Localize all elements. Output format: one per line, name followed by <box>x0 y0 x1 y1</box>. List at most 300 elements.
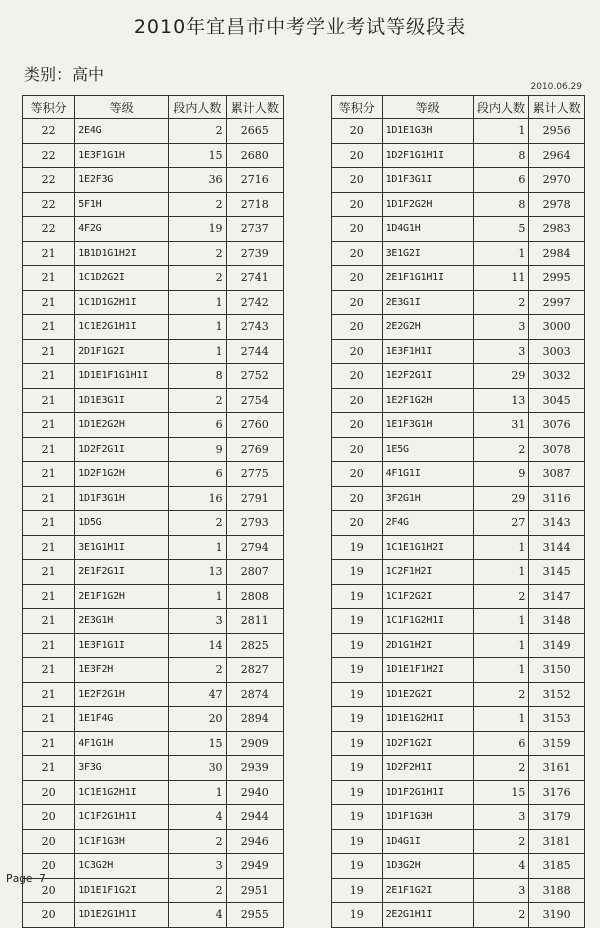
segment-count-cell: 2 <box>473 756 529 781</box>
table-row <box>23 756 284 781</box>
grade-cell: 1D2F2H1I <box>382 756 473 781</box>
score-cell: 19 <box>332 878 383 903</box>
grade-cell: 2D1G1H2I <box>382 633 473 658</box>
cumulative-count-cell: 3144 <box>529 535 585 560</box>
segment-count-cell: 1 <box>473 609 529 634</box>
grade-cell: 1E1F3G1H <box>382 413 473 438</box>
grade-cell: 1D2F2G1I <box>75 437 169 462</box>
table-row <box>23 584 284 609</box>
segment-count-cell: 9 <box>473 462 529 487</box>
table-row <box>332 217 585 242</box>
score-cell: 22 <box>23 119 75 144</box>
score-cell: 21 <box>23 511 75 536</box>
segment-count-cell: 1 <box>169 584 226 609</box>
score-cell: 19 <box>332 780 383 805</box>
grade-cell: 2E2G2H <box>382 315 473 340</box>
cumulative-count-cell: 2939 <box>226 756 283 781</box>
grade-cell: 1D1F3G1H <box>75 486 169 511</box>
cumulative-count-cell: 2794 <box>226 535 283 560</box>
segment-count-cell: 19 <box>169 217 226 242</box>
table-header-row <box>23 96 284 119</box>
cumulative-count-cell: 3145 <box>529 560 585 585</box>
cumulative-count-cell: 3153 <box>529 707 585 732</box>
score-cell: 20 <box>332 168 383 193</box>
cumulative-count-cell: 2743 <box>226 315 283 340</box>
cumulative-count-cell: 2944 <box>226 805 283 830</box>
header-segment-count: 段内人数 <box>169 96 226 119</box>
table-row <box>23 339 284 364</box>
segment-count-cell: 13 <box>473 388 529 413</box>
cumulative-count-cell: 3179 <box>529 805 585 830</box>
segment-count-cell: 2 <box>473 584 529 609</box>
score-cell: 21 <box>23 437 75 462</box>
table-row <box>23 462 284 487</box>
table-row <box>23 266 284 291</box>
segment-count-cell: 2 <box>169 511 226 536</box>
grade-cell: 1D5G <box>75 511 169 536</box>
grade-cell: 2E1F2G1I <box>75 560 169 585</box>
score-cell: 20 <box>332 315 383 340</box>
segment-count-cell: 30 <box>169 756 226 781</box>
cumulative-count-cell: 3032 <box>529 364 585 389</box>
segment-count-cell: 1 <box>169 315 226 340</box>
score-cell: 20 <box>23 780 75 805</box>
segment-count-cell: 4 <box>169 903 226 928</box>
cumulative-count-cell: 2741 <box>226 266 283 291</box>
cumulative-count-cell: 2760 <box>226 413 283 438</box>
table-row <box>332 437 585 462</box>
segment-count-cell: 29 <box>473 364 529 389</box>
grade-cell: 1D1E1F1G2I <box>75 878 169 903</box>
segment-count-cell: 8 <box>169 364 226 389</box>
cumulative-count-cell: 2793 <box>226 511 283 536</box>
table-row <box>23 878 284 903</box>
grade-table-left <box>22 95 284 928</box>
segment-count-cell: 3 <box>473 315 529 340</box>
cumulative-count-cell: 3116 <box>529 486 585 511</box>
header-grade: 等级 <box>75 96 169 119</box>
grade-cell: 3F3G <box>75 756 169 781</box>
segment-count-cell: 1 <box>473 633 529 658</box>
table-row <box>23 780 284 805</box>
cumulative-count-cell: 3078 <box>529 437 585 462</box>
score-cell: 20 <box>332 266 383 291</box>
segment-count-cell: 20 <box>169 707 226 732</box>
table-row <box>23 388 284 413</box>
table-row <box>332 633 585 658</box>
document-date: 2010.06.29 <box>530 82 582 92</box>
cumulative-count-cell: 2754 <box>226 388 283 413</box>
cumulative-count-cell: 3000 <box>529 315 585 340</box>
cumulative-count-cell: 3149 <box>529 633 585 658</box>
table-row <box>332 413 585 438</box>
table-row <box>332 486 585 511</box>
table-row <box>332 731 585 756</box>
score-cell: 21 <box>23 560 75 585</box>
table-row <box>23 290 284 315</box>
segment-count-cell: 1 <box>473 658 529 683</box>
grade-cell: 2E1F1G2I <box>382 878 473 903</box>
cumulative-count-cell: 2949 <box>226 854 283 879</box>
table-row <box>332 658 585 683</box>
segment-count-cell: 1 <box>169 780 226 805</box>
cumulative-count-cell: 3161 <box>529 756 585 781</box>
cumulative-count-cell: 2874 <box>226 682 283 707</box>
header-cumulative-count: 累计人数 <box>226 96 283 119</box>
table-row <box>332 462 585 487</box>
grade-cell: 1D1E1F1H2I <box>382 658 473 683</box>
table-row <box>332 609 585 634</box>
segment-count-cell: 3 <box>169 854 226 879</box>
cumulative-count-cell: 2718 <box>226 192 283 217</box>
score-cell: 21 <box>23 388 75 413</box>
segment-count-cell: 2 <box>473 829 529 854</box>
cumulative-count-cell: 2680 <box>226 143 283 168</box>
segment-count-cell: 9 <box>169 437 226 462</box>
table-row <box>332 805 585 830</box>
segment-count-cell: 2 <box>473 437 529 462</box>
score-cell: 21 <box>23 658 75 683</box>
segment-count-cell: 2 <box>169 829 226 854</box>
segment-count-cell: 1 <box>169 339 226 364</box>
table-row <box>332 682 585 707</box>
segment-count-cell: 8 <box>473 143 529 168</box>
cumulative-count-cell: 2791 <box>226 486 283 511</box>
segment-count-cell: 15 <box>169 143 226 168</box>
grade-cell: 5F1H <box>75 192 169 217</box>
segment-count-cell: 47 <box>169 682 226 707</box>
segment-count-cell: 3 <box>473 878 529 903</box>
cumulative-count-cell: 3181 <box>529 829 585 854</box>
cumulative-count-cell: 3159 <box>529 731 585 756</box>
segment-count-cell: 6 <box>473 731 529 756</box>
segment-count-cell: 2 <box>169 119 226 144</box>
score-cell: 19 <box>332 682 383 707</box>
header-segment-count: 段内人数 <box>473 96 529 119</box>
table-row <box>332 878 585 903</box>
score-cell: 19 <box>332 731 383 756</box>
score-cell: 19 <box>332 805 383 830</box>
table-row <box>332 780 585 805</box>
grade-cell: 2E1F1G2H <box>75 584 169 609</box>
table-row <box>23 143 284 168</box>
grade-cell: 1C1F1G3H <box>75 829 169 854</box>
score-cell: 20 <box>332 339 383 364</box>
grade-cell: 1D3G2H <box>382 854 473 879</box>
grade-cell: 1D1E1G3H <box>382 119 473 144</box>
grade-cell: 1E5G <box>382 437 473 462</box>
score-cell: 19 <box>332 560 383 585</box>
score-cell: 20 <box>332 364 383 389</box>
segment-count-cell: 1 <box>473 535 529 560</box>
table-row <box>23 364 284 389</box>
segment-count-cell: 3 <box>473 339 529 364</box>
grade-cell: 1E2F1G2H <box>382 388 473 413</box>
table-row <box>23 805 284 830</box>
table-row <box>23 437 284 462</box>
segment-count-cell: 16 <box>169 486 226 511</box>
grade-cell: 2E4G <box>75 119 169 144</box>
segment-count-cell: 1 <box>169 290 226 315</box>
score-cell: 20 <box>332 119 383 144</box>
score-cell: 21 <box>23 609 75 634</box>
segment-count-cell: 2 <box>169 388 226 413</box>
score-cell: 21 <box>23 315 75 340</box>
score-cell: 21 <box>23 756 75 781</box>
grade-cell: 1E2F2G1I <box>382 364 473 389</box>
cumulative-count-cell: 2970 <box>529 168 585 193</box>
score-cell: 21 <box>23 535 75 560</box>
table-row <box>332 339 585 364</box>
cumulative-count-cell: 2978 <box>529 192 585 217</box>
score-cell: 19 <box>332 609 383 634</box>
grade-cell: 1E3F1G1I <box>75 633 169 658</box>
grade-cell: 2E3G1I <box>382 290 473 315</box>
table-row <box>332 192 585 217</box>
table-row <box>23 168 284 193</box>
score-cell: 19 <box>332 854 383 879</box>
score-cell: 22 <box>23 192 75 217</box>
cumulative-count-cell: 2769 <box>226 437 283 462</box>
table-row <box>23 633 284 658</box>
cumulative-count-cell: 2716 <box>226 168 283 193</box>
score-cell: 20 <box>332 192 383 217</box>
table-row <box>23 413 284 438</box>
score-cell: 20 <box>332 241 383 266</box>
cumulative-count-cell: 3143 <box>529 511 585 536</box>
table-row <box>23 486 284 511</box>
grade-cell: 4F1G1I <box>382 462 473 487</box>
table-row <box>332 829 585 854</box>
grade-cell: 1D2F1G2H <box>75 462 169 487</box>
segment-count-cell: 15 <box>473 780 529 805</box>
document-title: 2010年宜昌市中考学业考试等级段表 <box>133 16 467 38</box>
table-row <box>23 903 284 928</box>
cumulative-count-cell: 2739 <box>226 241 283 266</box>
grade-cell: 1E3F2H <box>75 658 169 683</box>
grade-cell: 1D1E2G1H1I <box>75 903 169 928</box>
grade-cell: 1D1E3G1I <box>75 388 169 413</box>
segment-count-cell: 1 <box>473 560 529 585</box>
grade-cell: 1D1F2G1H1I <box>382 780 473 805</box>
score-cell: 20 <box>332 217 383 242</box>
grade-cell: 1C1F1G2H1I <box>382 609 473 634</box>
grade-cell: 1D2F1G1H1I <box>382 143 473 168</box>
score-cell: 22 <box>23 143 75 168</box>
cumulative-count-cell: 2894 <box>226 707 283 732</box>
grade-cell: 1C1D2G2I <box>75 266 169 291</box>
score-cell: 21 <box>23 584 75 609</box>
table-row <box>23 241 284 266</box>
table-row <box>23 119 284 144</box>
cumulative-count-cell: 2956 <box>529 119 585 144</box>
grade-cell: 2D1F1G2I <box>75 339 169 364</box>
segment-count-cell: 2 <box>169 192 226 217</box>
segment-count-cell: 15 <box>169 731 226 756</box>
cumulative-count-cell: 3152 <box>529 682 585 707</box>
score-cell: 20 <box>332 437 383 462</box>
cumulative-count-cell: 2665 <box>226 119 283 144</box>
table-body-left <box>23 119 284 928</box>
cumulative-count-cell: 3076 <box>529 413 585 438</box>
segment-count-cell: 2 <box>169 241 226 266</box>
grade-table-right <box>331 95 585 928</box>
segment-count-cell: 31 <box>473 413 529 438</box>
cumulative-count-cell: 2997 <box>529 290 585 315</box>
score-cell: 21 <box>23 364 75 389</box>
table-row <box>332 168 585 193</box>
score-cell: 21 <box>23 462 75 487</box>
cumulative-count-cell: 2808 <box>226 584 283 609</box>
table-body-right <box>332 119 585 928</box>
grade-cell: 3E1G2I <box>382 241 473 266</box>
cumulative-count-cell: 2909 <box>226 731 283 756</box>
segment-count-cell: 3 <box>169 609 226 634</box>
cumulative-count-cell: 3003 <box>529 339 585 364</box>
segment-count-cell: 14 <box>169 633 226 658</box>
score-cell: 20 <box>332 143 383 168</box>
segment-count-cell: 8 <box>473 192 529 217</box>
grade-cell: 1C1E1G2H1I <box>75 780 169 805</box>
score-cell: 19 <box>332 829 383 854</box>
segment-count-cell: 36 <box>169 168 226 193</box>
table-row <box>23 535 284 560</box>
segment-count-cell: 4 <box>169 805 226 830</box>
cumulative-count-cell: 2742 <box>226 290 283 315</box>
table-row <box>332 388 585 413</box>
table-row <box>23 560 284 585</box>
score-cell: 20 <box>23 829 75 854</box>
table-row <box>332 756 585 781</box>
score-cell: 22 <box>23 168 75 193</box>
cumulative-count-cell: 3150 <box>529 658 585 683</box>
table-row <box>332 143 585 168</box>
segment-count-cell: 11 <box>473 266 529 291</box>
grade-cell: 1C1E2G1H1I <box>75 315 169 340</box>
category-label: 类别：高中 <box>24 65 105 84</box>
cumulative-count-cell: 2983 <box>529 217 585 242</box>
grade-cell: 1D1F3G1I <box>382 168 473 193</box>
grade-cell: 1C1E1G1H2I <box>382 535 473 560</box>
grade-cell: 1D1E2G2H <box>75 413 169 438</box>
grade-cell: 1C1F2G1H1I <box>75 805 169 830</box>
grade-cell: 1B1D1G1H2I <box>75 241 169 266</box>
score-cell: 19 <box>332 756 383 781</box>
cumulative-count-cell: 2744 <box>226 339 283 364</box>
grade-cell: 2E3G1H <box>75 609 169 634</box>
score-cell: 20 <box>332 511 383 536</box>
cumulative-count-cell: 3045 <box>529 388 585 413</box>
cumulative-count-cell: 3087 <box>529 462 585 487</box>
grade-cell: 2E1F1G1H1I <box>382 266 473 291</box>
cumulative-count-cell: 2984 <box>529 241 585 266</box>
table-row <box>332 241 585 266</box>
table-row <box>23 315 284 340</box>
score-cell: 21 <box>23 731 75 756</box>
grade-cell: 1C3G2H <box>75 854 169 879</box>
cumulative-count-cell: 2995 <box>529 266 585 291</box>
grade-cell: 2F4G <box>382 511 473 536</box>
page-number: Page 7 <box>6 872 46 885</box>
table-row <box>23 217 284 242</box>
cumulative-count-cell: 2940 <box>226 780 283 805</box>
cumulative-count-cell: 2955 <box>226 903 283 928</box>
segment-count-cell: 6 <box>473 168 529 193</box>
cumulative-count-cell: 2951 <box>226 878 283 903</box>
score-cell: 21 <box>23 290 75 315</box>
score-cell: 22 <box>23 217 75 242</box>
cumulative-count-cell: 3148 <box>529 609 585 634</box>
score-cell: 20 <box>23 903 75 928</box>
score-cell: 19 <box>332 633 383 658</box>
grade-cell: 1D1E2G2I <box>382 682 473 707</box>
segment-count-cell: 2 <box>473 903 529 928</box>
table-row <box>23 682 284 707</box>
segment-count-cell: 6 <box>169 413 226 438</box>
score-cell: 19 <box>332 903 383 928</box>
grade-cell: 1E1F4G <box>75 707 169 732</box>
grade-cell: 1C2F1H2I <box>382 560 473 585</box>
table-row <box>332 854 585 879</box>
score-cell: 19 <box>332 707 383 732</box>
table-row <box>23 658 284 683</box>
score-cell: 21 <box>23 633 75 658</box>
grade-cell: 1D4G1H <box>382 217 473 242</box>
grade-cell: 1C1F2G2I <box>382 584 473 609</box>
grade-cell: 4F1G1H <box>75 731 169 756</box>
table-row <box>23 192 284 217</box>
table-row <box>23 854 284 879</box>
cumulative-count-cell: 3188 <box>529 878 585 903</box>
grade-cell: 3E1G1H1I <box>75 535 169 560</box>
cumulative-count-cell: 2946 <box>226 829 283 854</box>
grade-cell: 2E2G1H1I <box>382 903 473 928</box>
score-cell: 20 <box>332 462 383 487</box>
grade-cell: 1D1E1F1G1H1I <box>75 364 169 389</box>
score-cell: 20 <box>332 413 383 438</box>
segment-count-cell: 1 <box>473 707 529 732</box>
table-row <box>332 560 585 585</box>
score-cell: 20 <box>332 486 383 511</box>
header-grade: 等级 <box>382 96 473 119</box>
score-cell: 20 <box>23 805 75 830</box>
segment-count-cell: 29 <box>473 486 529 511</box>
grade-cell: 1D1F2G2H <box>382 192 473 217</box>
cumulative-count-cell: 3185 <box>529 854 585 879</box>
segment-count-cell: 2 <box>169 658 226 683</box>
cumulative-count-cell: 3190 <box>529 903 585 928</box>
cumulative-count-cell: 2807 <box>226 560 283 585</box>
table-row <box>332 535 585 560</box>
table-row <box>332 511 585 536</box>
grade-cell: 1D2F1G2I <box>382 731 473 756</box>
grade-cell: 1D1E1G2H1I <box>382 707 473 732</box>
score-cell: 21 <box>23 241 75 266</box>
score-cell: 21 <box>23 413 75 438</box>
grade-cell: 3F2G1H <box>382 486 473 511</box>
cumulative-count-cell: 2964 <box>529 143 585 168</box>
score-cell: 20 <box>332 290 383 315</box>
grade-cell: 1D1F1G3H <box>382 805 473 830</box>
grade-cell: 1E2F3G <box>75 168 169 193</box>
segment-count-cell: 6 <box>169 462 226 487</box>
segment-count-cell: 2 <box>473 682 529 707</box>
segment-count-cell: 4 <box>473 854 529 879</box>
cumulative-count-cell: 3176 <box>529 780 585 805</box>
table-row <box>332 364 585 389</box>
segment-count-cell: 2 <box>169 878 226 903</box>
score-cell: 20 <box>332 388 383 413</box>
